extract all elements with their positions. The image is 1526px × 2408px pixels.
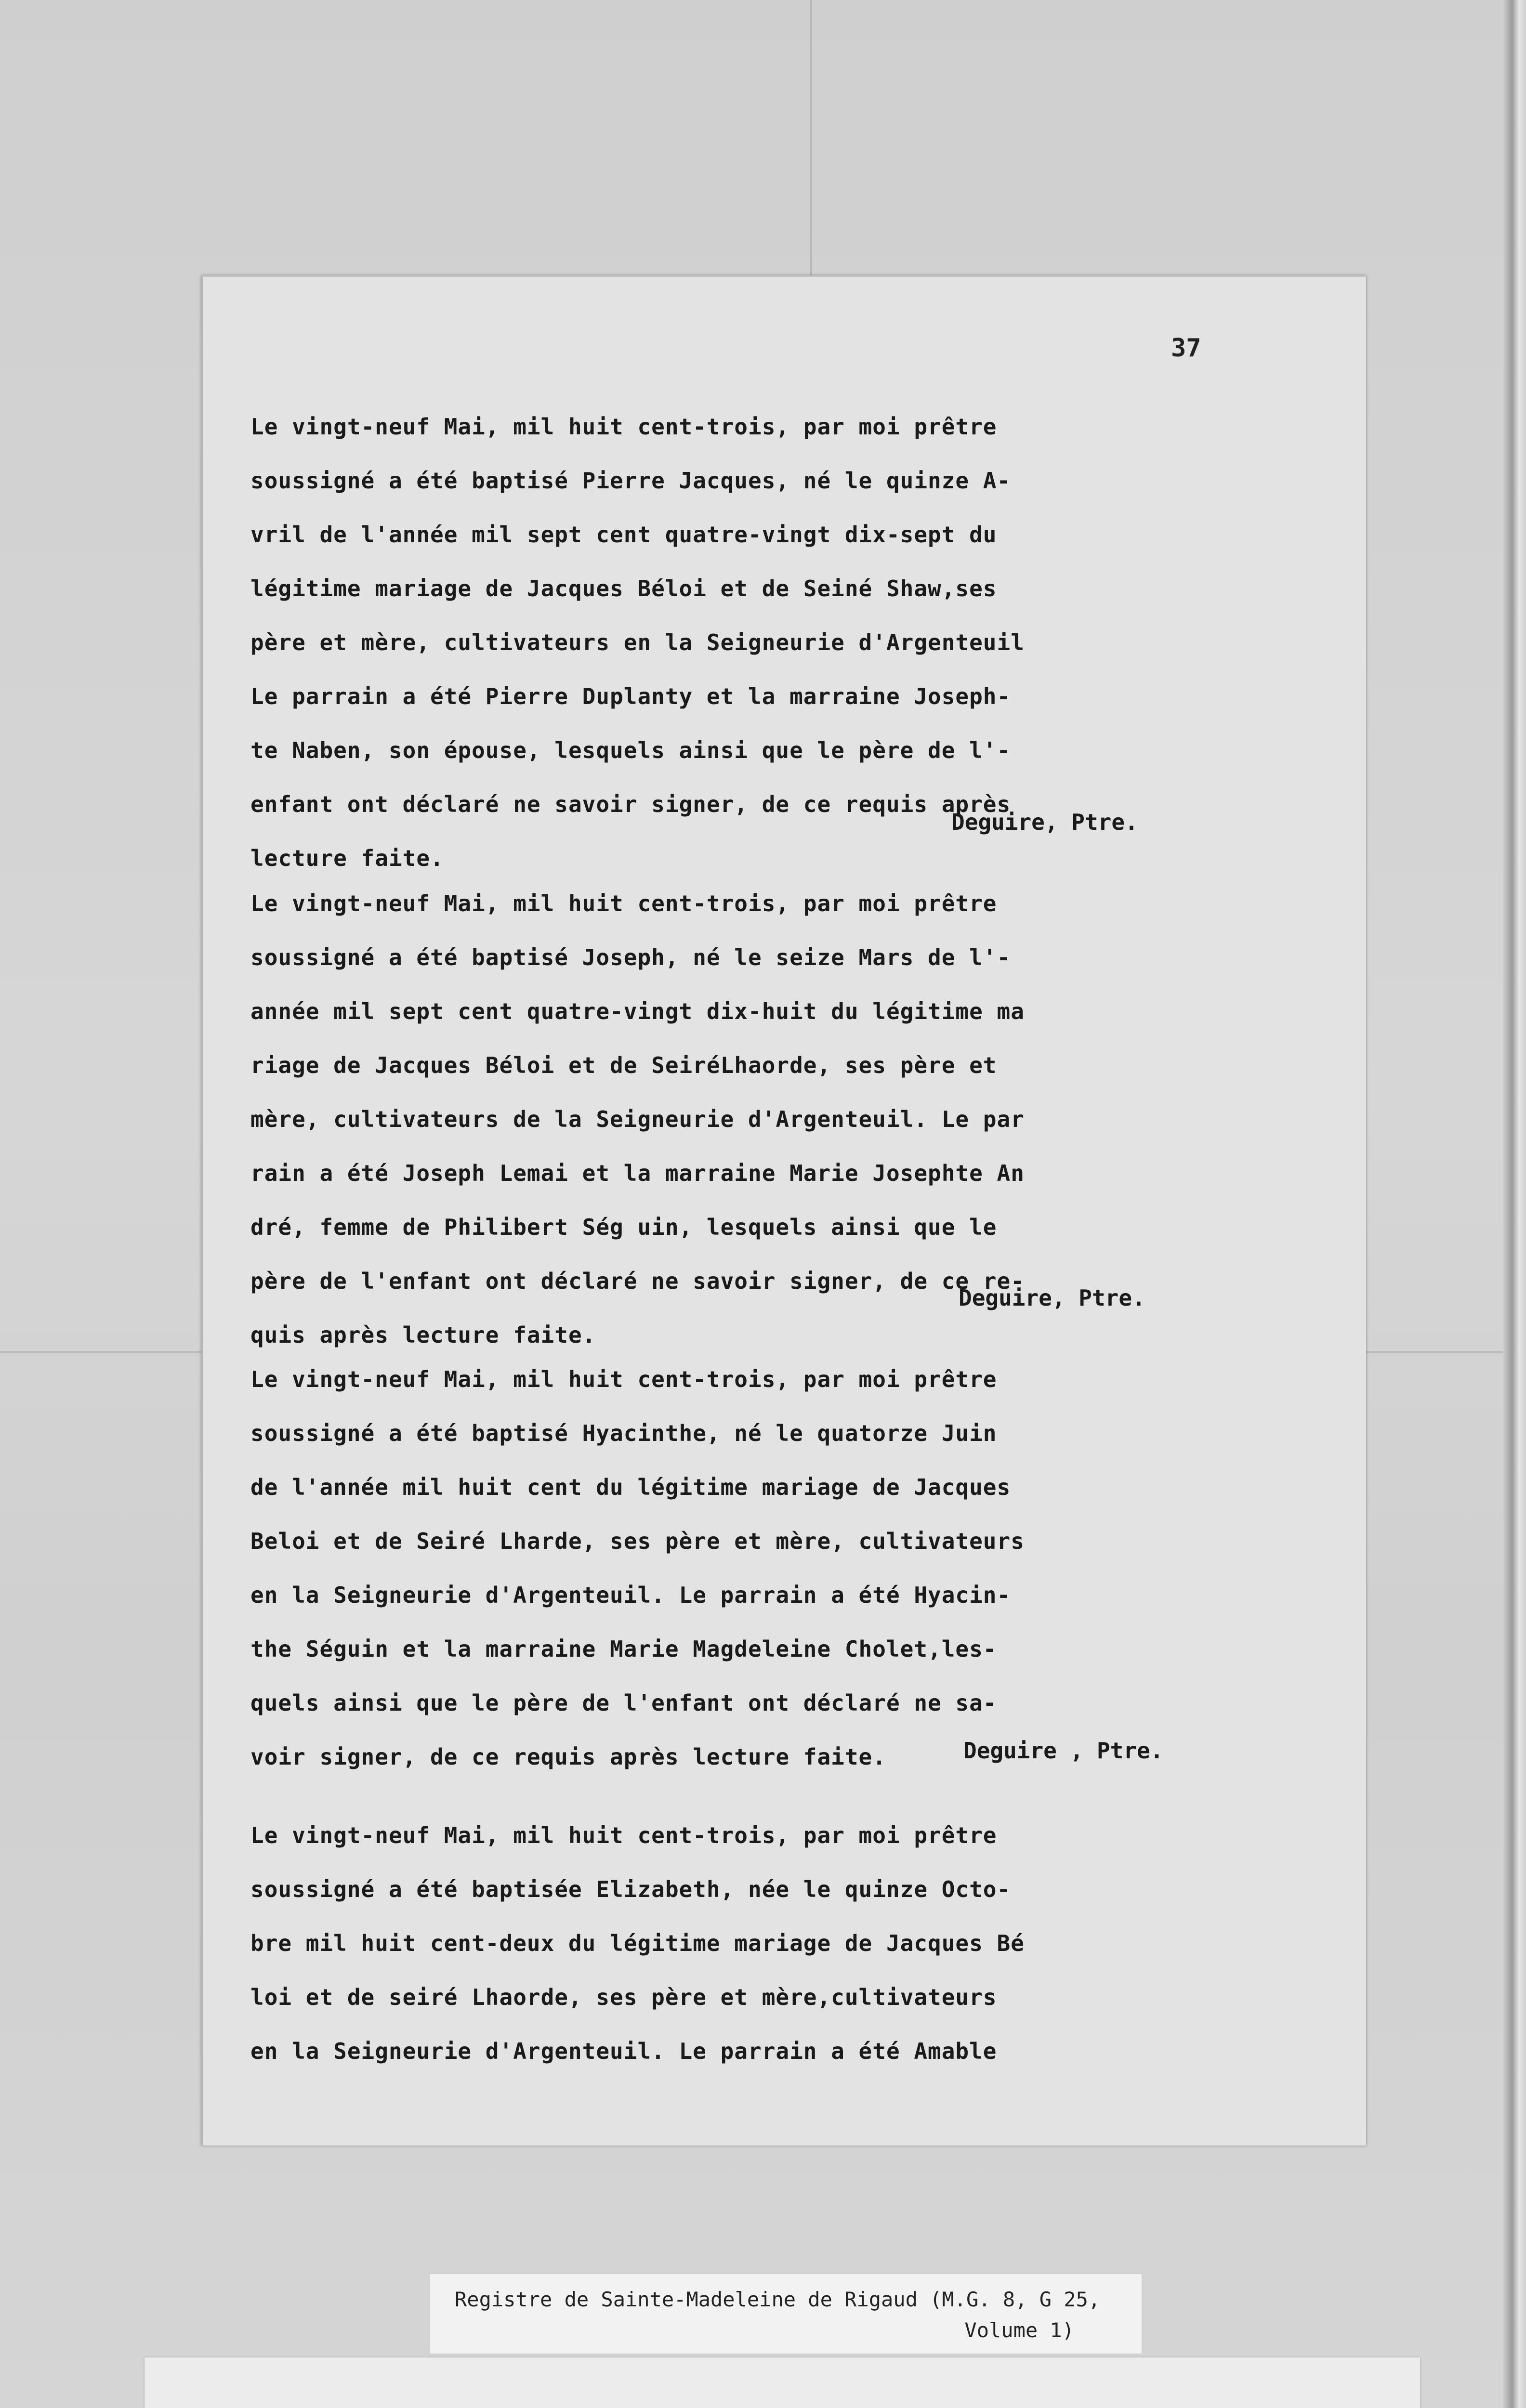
entry-line: lecture faite.	[250, 845, 444, 871]
entry-line: Le vingt-neuf Mai, mil huit cent-trois, par moi prêtre	[250, 890, 997, 916]
entry-line: Le vingt-neuf Mai, mil huit cent-trois, par moi prêtre	[250, 1822, 997, 1848]
entry-line: soussigné a été baptisé Hyacinthe, né le quatorze Juin	[250, 1420, 997, 1446]
entry-line: rain a été Joseph Lemai et la marraine Marie Josephte An	[250, 1160, 1025, 1186]
citation-label	[429, 2273, 1143, 2355]
board-right-edge	[1503, 0, 1526, 2408]
signature-3: Deguire , Ptre.	[963, 1738, 1164, 1764]
entry-line: quis après lecture faite.	[250, 1322, 596, 1348]
entry-line: bre mil huit cent-deux du légitime mariage de Jacques Bé	[250, 1930, 1025, 1956]
entry-line: Le parrain a été Pierre Duplanty et la marraine Joseph-	[250, 683, 1011, 709]
entry-line: père de l'enfant ont déclaré ne savoir signer, de ce re-	[250, 1268, 1025, 1294]
entry-line: en la Seigneurie d'Argenteuil. Le parrain a été Amable	[250, 2038, 997, 2064]
entry-line: the Séguin et la marraine Marie Magdeleine Cholet,les-	[250, 1636, 997, 1662]
entry-line: enfant ont déclaré ne savoir signer, de ce requis après	[250, 791, 1011, 817]
citation-line-1: Registre de Sainte-Madeleine de Rigaud (M.G. 8, G 25,	[455, 2288, 1101, 2311]
entry-line: mère, cultivateurs de la Seigneurie d'Argenteuil. Le par	[250, 1106, 1025, 1132]
entry-line: soussigné a été baptisée Elizabeth, née le quinze Octo-	[250, 1876, 1011, 1902]
entry-line: Le vingt-neuf Mai, mil huit cent-trois, par moi prêtre	[250, 414, 997, 440]
page-number: 37	[1171, 334, 1201, 363]
citation-line-2: Volume 1)	[964, 2318, 1074, 2342]
signature-1: Deguire, Ptre.	[951, 809, 1138, 835]
entry-line: père et mère, cultivateurs en la Seigneurie d'Argenteuil	[250, 629, 1025, 655]
entry-line: dré, femme de Philibert Ség uin, lesquels ainsi que le	[250, 1214, 997, 1240]
entry-line: année mil sept cent quatre-vingt dix-huit du légitime ma	[250, 998, 1025, 1024]
entry-line: légitime mariage de Jacques Béloi et de Seiné Shaw,ses	[250, 576, 997, 602]
baptism-entry-4	[250, 1808, 1286, 2078]
entry-line: soussigné a été baptisé Joseph, né le seize Mars de l'-	[250, 944, 1011, 970]
signature-2: Deguire, Ptre.	[959, 1285, 1145, 1311]
entry-line: loi et de seiré Lhaorde, ses père et mère,cultivateurs	[250, 1984, 997, 2010]
entry-line: de l'année mil huit cent du légitime mariage de Jacques	[250, 1474, 1011, 1500]
entry-line: soussigné a été baptisé Pierre Jacques, né le quinze A-	[250, 468, 1011, 494]
entry-line: te Naben, son épouse, lesquels ainsi que le père de l'-	[250, 737, 1011, 763]
entry-line: quels ainsi que le père de l'enfant ont déclaré ne sa-	[250, 1690, 997, 1716]
baptism-entry-3	[250, 1352, 1286, 1784]
entry-line: riage de Jacques Béloi et de SeiréLhaorde, ses père et	[250, 1052, 997, 1078]
entry-line: vril de l'année mil sept cent quatre-vingt dix-sept du	[250, 522, 997, 548]
entry-line: en la Seigneurie d'Argenteuil. Le parrain a été Hyacin-	[250, 1582, 1011, 1608]
entry-line: Le vingt-neuf Mai, mil huit cent-trois, par moi prêtre	[250, 1366, 997, 1392]
archives-card	[145, 2357, 1420, 2408]
entry-line: Beloi et de Seiré Lharde, ses père et mère, cultivateurs	[250, 1528, 1025, 1554]
entry-line: voir signer, de ce requis après lecture faite.	[250, 1744, 886, 1770]
